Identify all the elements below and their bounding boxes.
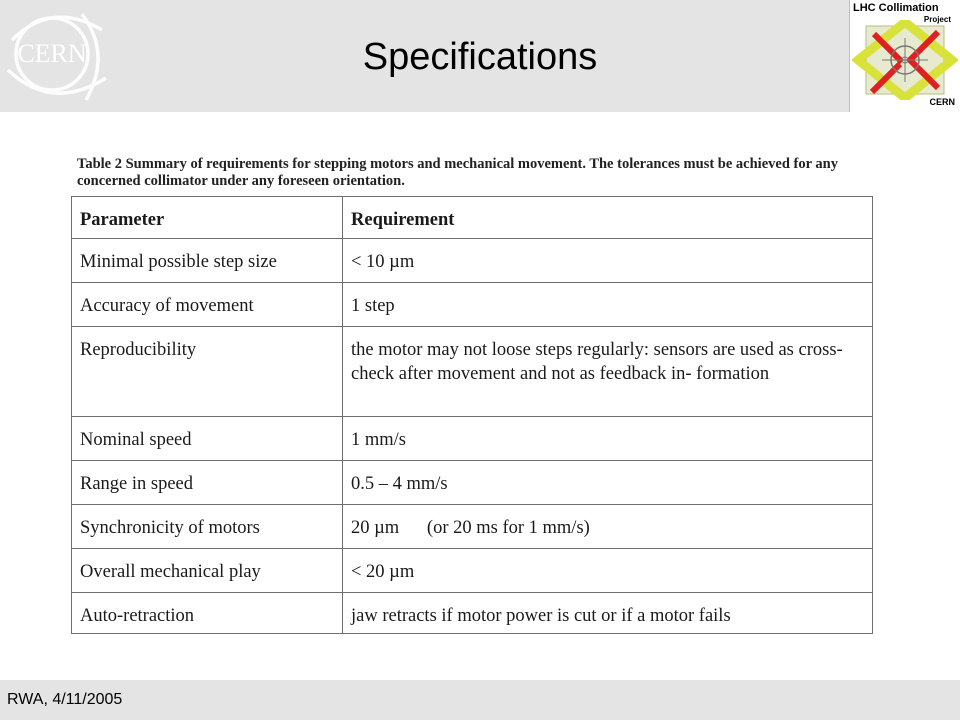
lhc-logo-line2: Project (923, 15, 951, 24)
header-bar (0, 0, 960, 112)
table-row (72, 417, 873, 461)
table-row (72, 461, 873, 505)
requirement-cell: < 20 µm (343, 549, 873, 593)
footer-bar (0, 680, 960, 720)
lhc-logo-line3: CERN (929, 97, 955, 107)
parameter-cell: Reproducibility (72, 327, 343, 417)
parameter-cell: Accuracy of movement (72, 283, 343, 327)
requirement-cell: < 10 µm (343, 239, 873, 283)
table-row (72, 283, 873, 327)
parameter-cell: Range in speed (72, 461, 343, 505)
parameter-cell: Overall mechanical play (72, 549, 343, 593)
lhc-collimation-logo (849, 0, 960, 112)
requirement-cell: 0.5 – 4 mm/s (343, 461, 873, 505)
requirements-table (71, 196, 873, 634)
requirement-cell: the motor may not loose steps regularly: sensors are used as cross-check after movement and not as feedback in- formation (343, 327, 873, 417)
lhc-logo-line1: LHC Collimation (853, 2, 939, 14)
footer-text: RWA, 4/11/2005 (7, 691, 123, 708)
parameter-cell: Auto-retraction (72, 593, 343, 634)
collimator-icon (852, 20, 958, 100)
table-row (72, 549, 873, 593)
table-row (72, 327, 873, 417)
table-caption: Table 2 Summary of requirements for stepping motors and mechanical movement. The tolerances must be achieved for any concerned collimator under any foreseen orientation. (77, 156, 838, 189)
header-requirement: Requirement (343, 197, 873, 239)
requirement-cell: 20 µm (or 20 ms for 1 mm/s) (343, 505, 873, 549)
cern-logo-text: CERN (17, 39, 87, 68)
page-title: Specifications (362, 36, 598, 78)
table-row (72, 505, 873, 549)
parameter-cell: Nominal speed (72, 417, 343, 461)
requirement-cell: jaw retracts if motor power is cut or if a motor fails (343, 593, 873, 634)
header-parameter: Parameter (72, 197, 343, 239)
table-row (72, 239, 873, 283)
table-row (72, 593, 873, 634)
parameter-cell: Minimal possible step size (72, 239, 343, 283)
requirement-cell: 1 step (343, 283, 873, 327)
table-header-row (72, 197, 873, 239)
requirement-cell: 1 mm/s (343, 417, 873, 461)
parameter-cell: Synchronicity of motors (72, 505, 343, 549)
